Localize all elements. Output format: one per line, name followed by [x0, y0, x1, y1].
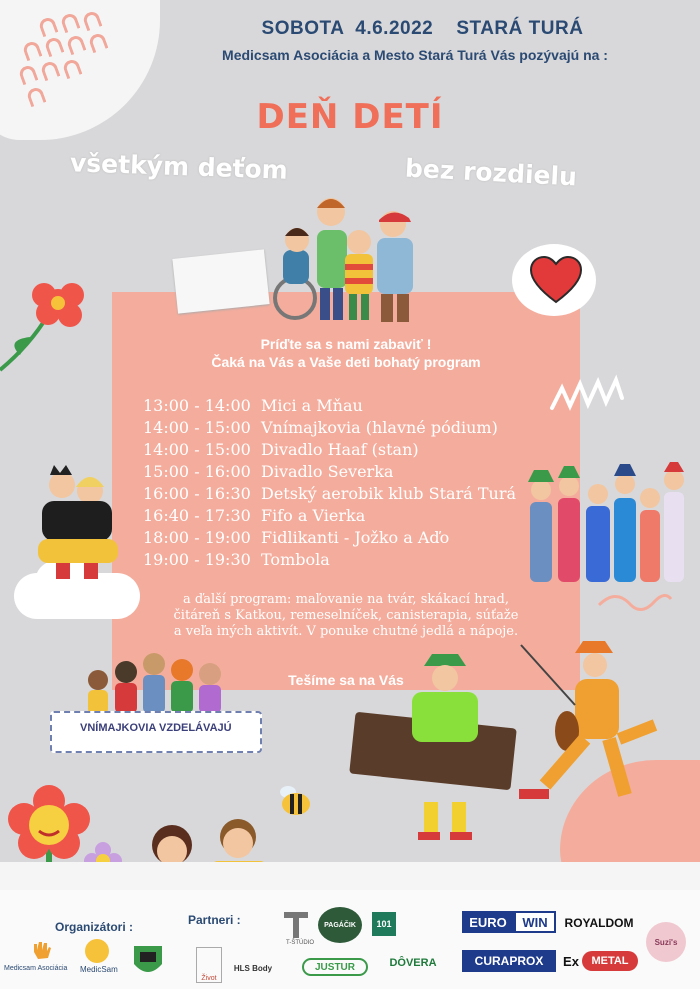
closing-line: Tešíme sa na Vás — [288, 672, 404, 688]
partner-logo-tstudio: T-ŠTÚDIO — [286, 940, 314, 946]
partner-logo-hls-body: HLS Body — [233, 963, 273, 973]
schedule-event: Divadlo Haaf (stan) — [261, 440, 419, 459]
schedule-event: Fifo a Vierka — [261, 506, 366, 525]
schedule-event: Divadlo Severka — [261, 462, 394, 481]
partner-logo-pagacik: PAGÁČIK — [318, 907, 362, 943]
org-logo-medicsam: MedicSam — [80, 965, 118, 974]
org-logo-medicsam-asociacia: Medicsam Asociácia — [4, 965, 68, 972]
extra-line-2: čitáreň s Katkou, remeselníček, canisterapia, súťaže — [173, 608, 519, 623]
sun-logo-icon — [84, 938, 110, 964]
schedule-time: 13:00 - 14:00 — [143, 396, 251, 415]
schedule-time: 16:00 - 16:30 — [143, 484, 251, 503]
intro-line-1: Príďte sa s nami zabaviť ! — [260, 336, 432, 352]
schedule-time: 18:00 - 19:00 — [143, 528, 251, 547]
schedule-time: 16:40 - 17:30 — [143, 506, 251, 525]
partner-logo-101: 101 — [372, 912, 396, 936]
paper-strip-decoration — [172, 249, 269, 313]
schedule-row — [143, 440, 419, 459]
musician-photo — [400, 652, 490, 842]
bee-icon — [276, 784, 314, 818]
hand-logo-icon — [30, 938, 54, 962]
partner-logo-zivot: Život — [196, 947, 222, 983]
partner-logo-euro: EURO — [462, 911, 514, 933]
partner-logo-exmetal-metal: METAL — [582, 951, 638, 971]
performers-photo — [30, 465, 125, 585]
schedule-row — [143, 484, 516, 503]
schedule-time: 15:00 - 16:00 — [143, 462, 251, 481]
schedule-row — [143, 396, 363, 415]
vnimajkovia-banner-text: VNÍMAJKOVIA VZDELÁVAJÚ — [80, 722, 232, 734]
organizers-label: Organizátori : — [55, 920, 134, 934]
intro-line-2: Čaká na Vás a Vaše deti bohatý program — [211, 354, 481, 370]
extra-program-text — [112, 592, 580, 640]
partner-logo-curaprox: CURAPROX — [462, 950, 556, 972]
torn-paper-edge — [0, 862, 700, 892]
schedule-row — [143, 506, 365, 525]
town-coat-of-arms-icon — [132, 944, 164, 980]
schedule-time: 14:00 - 15:00 — [143, 440, 251, 459]
schedule-event: Mici a Mňau — [261, 396, 363, 415]
schedule-event: Detský aerobik klub Stará Turá — [261, 484, 516, 503]
extra-line-3: a veľa iných aktivít. V ponuke chutné jedlá a nápoje. — [173, 624, 519, 639]
schedule-row — [143, 550, 330, 569]
violinist-photo — [515, 635, 665, 810]
schedule-row — [143, 462, 393, 481]
schedule-event: Tombola — [261, 550, 330, 569]
partner-logo-win: WIN — [514, 911, 556, 933]
invitation-line: Medicsam Asociácia a Mesto Stará Turá Vás pozývajú na : — [222, 47, 608, 63]
wave-decoration — [548, 368, 628, 418]
event-date-location: SOBOTA 4.6.2022 STARÁ TURÁ — [261, 18, 584, 39]
partners-label: Partneri : — [188, 913, 241, 927]
schedule-event: Fidlikanti - Jožko a Aďo — [261, 528, 450, 547]
partner-logo-exmetal-ex: Ex — [563, 953, 579, 969]
partner-logo-suzis: Suzi's — [646, 922, 686, 962]
tstudio-logo-icon — [282, 910, 310, 940]
program-intro — [112, 335, 580, 371]
partner-logo-royaldom: ROYALDOM — [564, 916, 634, 930]
schedule-row — [143, 418, 498, 437]
clowns-photo — [528, 462, 686, 588]
partner-logo-justur: JUSTUR — [302, 958, 368, 976]
schedule-row — [143, 528, 449, 547]
schedule-time: 14:00 - 15:00 — [143, 418, 251, 437]
schedule-time: 19:00 - 19:30 — [143, 550, 251, 569]
squiggle-decoration — [595, 585, 675, 625]
extra-line-1: a ďalší program: maľovanie na tvár, skákací hrad, — [183, 592, 509, 607]
event-title: DEŇ DETÍ — [256, 97, 444, 137]
dolls-photo — [80, 650, 230, 716]
flower-icon — [0, 275, 90, 385]
heart-icon — [527, 252, 585, 310]
tagline-right: bez rozdielu — [404, 153, 578, 192]
children-illustration — [265, 190, 420, 330]
partner-logo-dovera: DÔVERA — [389, 957, 437, 969]
tagline-left: všetkým deťom — [69, 148, 289, 185]
schedule-event: Vnímajkovia (hlavné pódium) — [261, 418, 498, 437]
